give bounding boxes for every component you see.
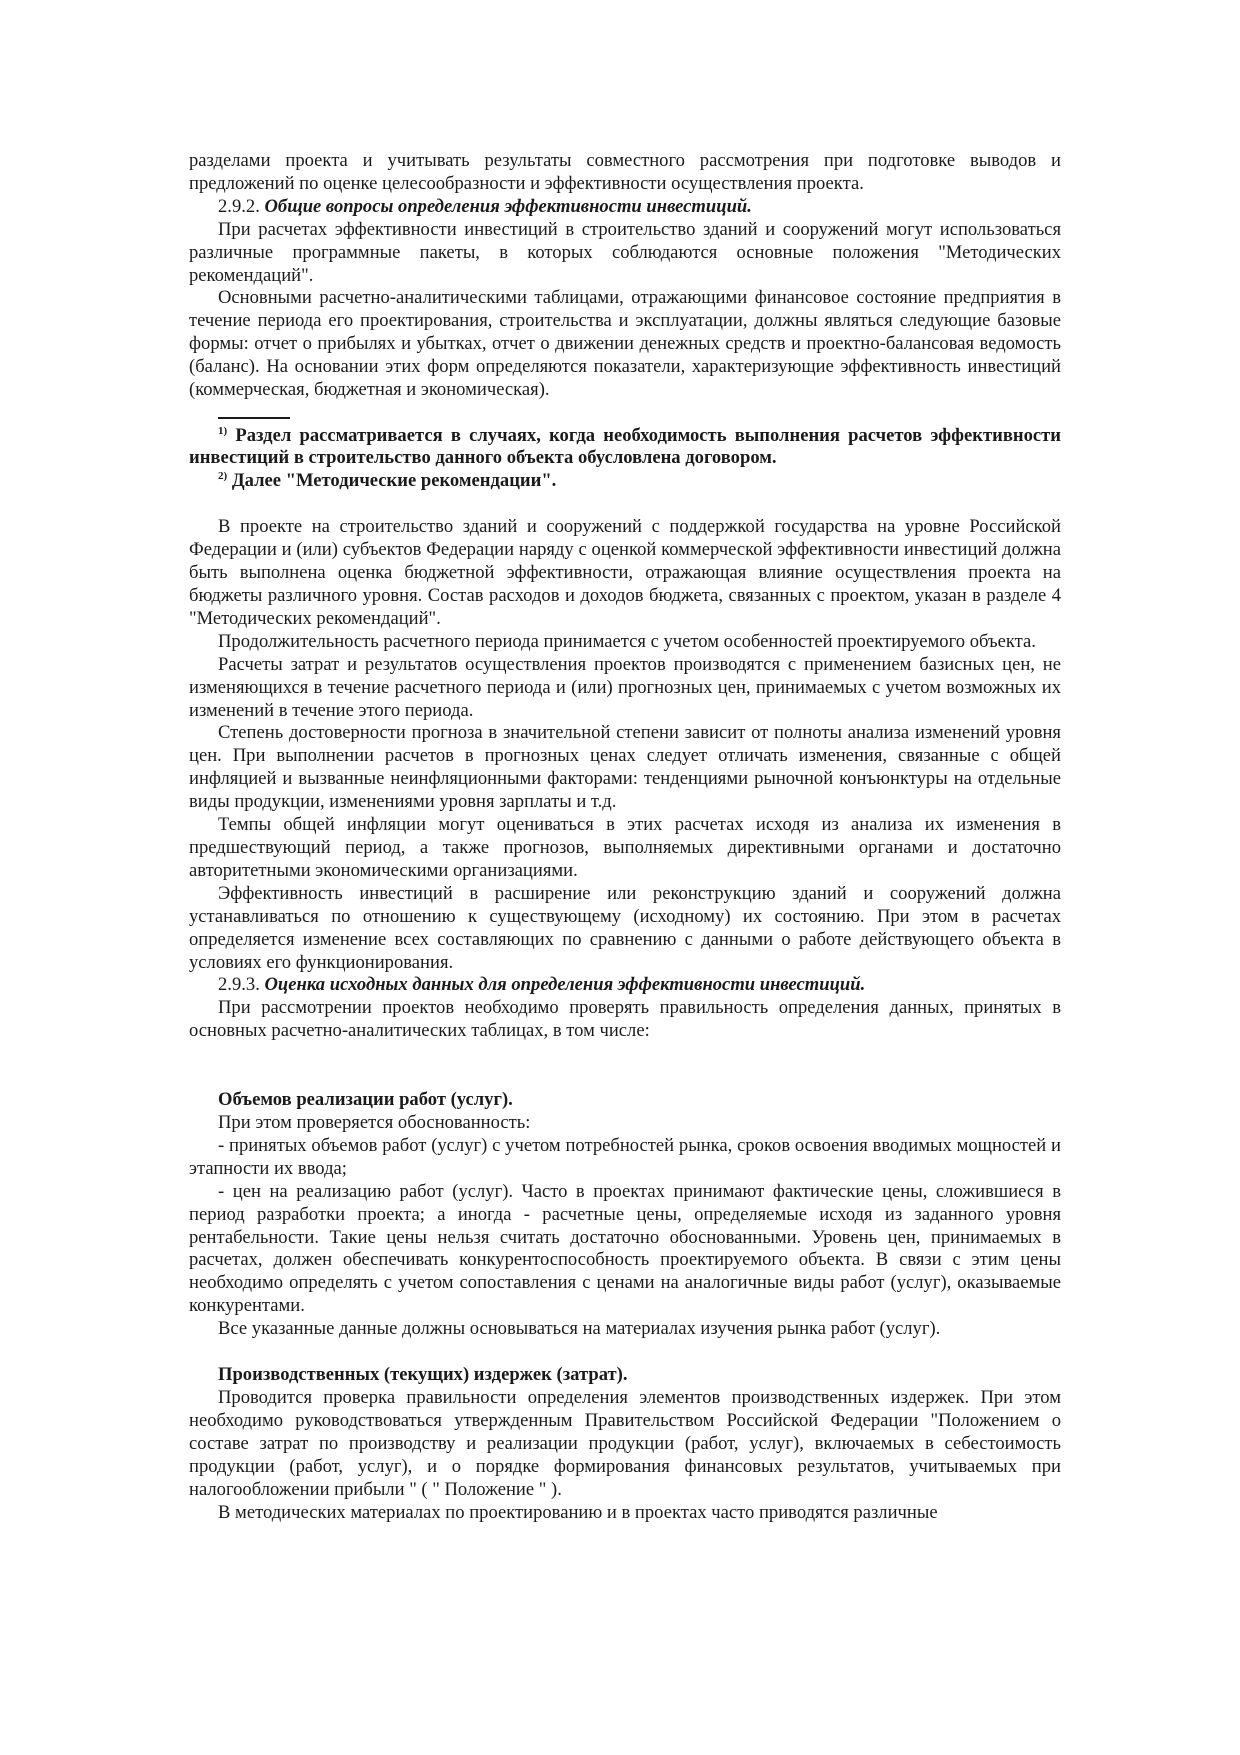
paragraph: Темпы общей инфляции могут оцениваться в этих расчетах исходя из анализа их изменения в предшествующий период, а также прогнозов, выполняемых директивными органами и достаточно авторитетными экономическими организациями. [189,814,1061,881]
paragraph: Проводится проверка правильности определения элементов производственных издержек. При этом необходимо руководствоваться утвержденным Правительством Российской Федерации "Положением о составе затрат по производству и реализации продукции (работ, услуг), включаемых в себестоимость продукции (работ, услуг), и о порядке формирования финансовых результатов, учитываемых при налогообложении прибыли " ( " Положение " ). [189,1387,1061,1500]
footnote-separator [218,417,290,419]
document-page [189,150,1061,1524]
paragraph: Основными расчетно-аналитическими таблицами, отражающими финансовое состояние предприятия в течение периода его проектирования, строительства и эксплуатации, должны являться следующие базовые формы: отчет о прибылях и убытках, отчет о движении денежных средств и проектно-балансовая ведомость (баланс). На основании этих форм определяются показатели, характеризующие эффективность инвестиций (коммерческая, бюджетная и экономическая). [189,287,1061,401]
paragraph: Все указанные данные должны основываться на материалах изучения рынка работ (услуг). [218,1318,941,1340]
paragraph: Продолжительность расчетного периода принимается с учетом особенностей проектируемого объекта. [218,630,1036,652]
section-title: Общие вопросы определения эффективности инвестиций. [264,195,752,217]
footnote-1 [189,425,1061,471]
paragraph: Эффективность инвестиций в расширение или реконструкцию зданий и сооружений должна устанавливаться по отношению к существующему (исходному) их состоянию. При этом в расчетах определяется изменение всех составляющих по сравнению с данными о работе действующего объекта в условиях его функционирования. [189,882,1061,973]
section-heading-2-9-2 [189,196,1061,219]
paragraph: При этом проверяется обоснованность: [218,1112,531,1134]
paragraph: Степень достоверности прогноза в значительной степени зависит от полноты анализа изменений уровня цен. При выполнении расчетов в прогнозных ценах следует отличать изменения, связанные с общей инфляцией и вызванные неинфляционными факторами: тенденциями рыночной конъюнктуры на отдельные виды продукции, изменениями уровня зарплаты и т.д. [189,722,1061,813]
section-number: 2.9.3. [218,974,260,996]
subheading-production-costs: Производственных (текущих) издержек (затрат). [218,1364,628,1386]
paragraph: разделами проекта и учитывать результаты совместного рассмотрения при подготовке выводов и предложений по оценке целесообразности и эффективности осуществления проекта. [189,150,1061,194]
footnote-text: Раздел рассматривается в случаях, когда необходимость выполнения расчетов эффективности инвестиций в строительство данного объекта обусловлена договором. [189,424,1061,469]
footnote-2 [189,470,1061,493]
section-heading-2-9-3 [189,974,1061,997]
footnote-text: Далее "Методические рекомендации". [231,470,557,492]
footnote-mark: 2) [218,470,228,483]
paragraph: В проекте на строительство зданий и сооружений с поддержкой государства на уровне Российской Федерации и (или) субъектов Федерации наряду с оценкой коммерческой эффективности инвестиций должна быть выполнена оценка бюджетной эффективности, отражающая влияние осуществления проекта на бюджеты различного уровня. Состав расходов и доходов бюджета, связанных с проектом, указан в разделе 4 "Методических рекомендаций". [189,516,1061,629]
footnote-mark: 1) [218,424,228,437]
subheading-sales-volume: Объемов реализации работ (услуг). [218,1089,513,1111]
section-title: Оценка исходных данных для определения эффективности инвестиций. [264,974,866,996]
footnotes [189,425,1061,494]
list-item: - принятых объемов работ (услуг) с учетом потребностей рынка, сроков освоения вводимых мощностей и этапности их ввода; [189,1134,1061,1179]
section-number: 2.9.2. [218,195,260,217]
list-item: - цен на реализацию работ (услуг). Часто в проектах принимают фактические цены, сложившиеся в период разработки проекта; а иногда - расчетные цены, определяемые исходя из заданного уровня рентабельности. Такие цены нельзя считать достаточно обоснованными. Уровень цен, принимаемых в расчетах, должен обеспечивать конкурентоспособность проектируемого объекта. В связи с этим цены необходимо определять с учетом сопоставления с ценами на аналогичные виды работ (услуг), оказываемые конкурентами. [189,1180,1061,1317]
paragraph: В методических материалах по проектированию и в проектах часто приводятся различные [218,1501,938,1523]
paragraph: Расчеты затрат и результатов осуществления проектов производятся с применением базисных цен, не изменяющихся в течение расчетного периода и (или) прогнозных цен, принимаемых с учетом возможных их изменений в течение этого периода. [189,653,1061,721]
paragraph: При расчетах эффективности инвестиций в строительство зданий и сооружений могут использоваться различные программные пакеты, в которых соблюдаются основные положения "Методических рекомендаций". [189,218,1061,286]
paragraph: При рассмотрении проектов необходимо проверять правильность определения данных, принятых в основных расчетно-аналитических таблицах, в том числе: [189,997,1061,1042]
